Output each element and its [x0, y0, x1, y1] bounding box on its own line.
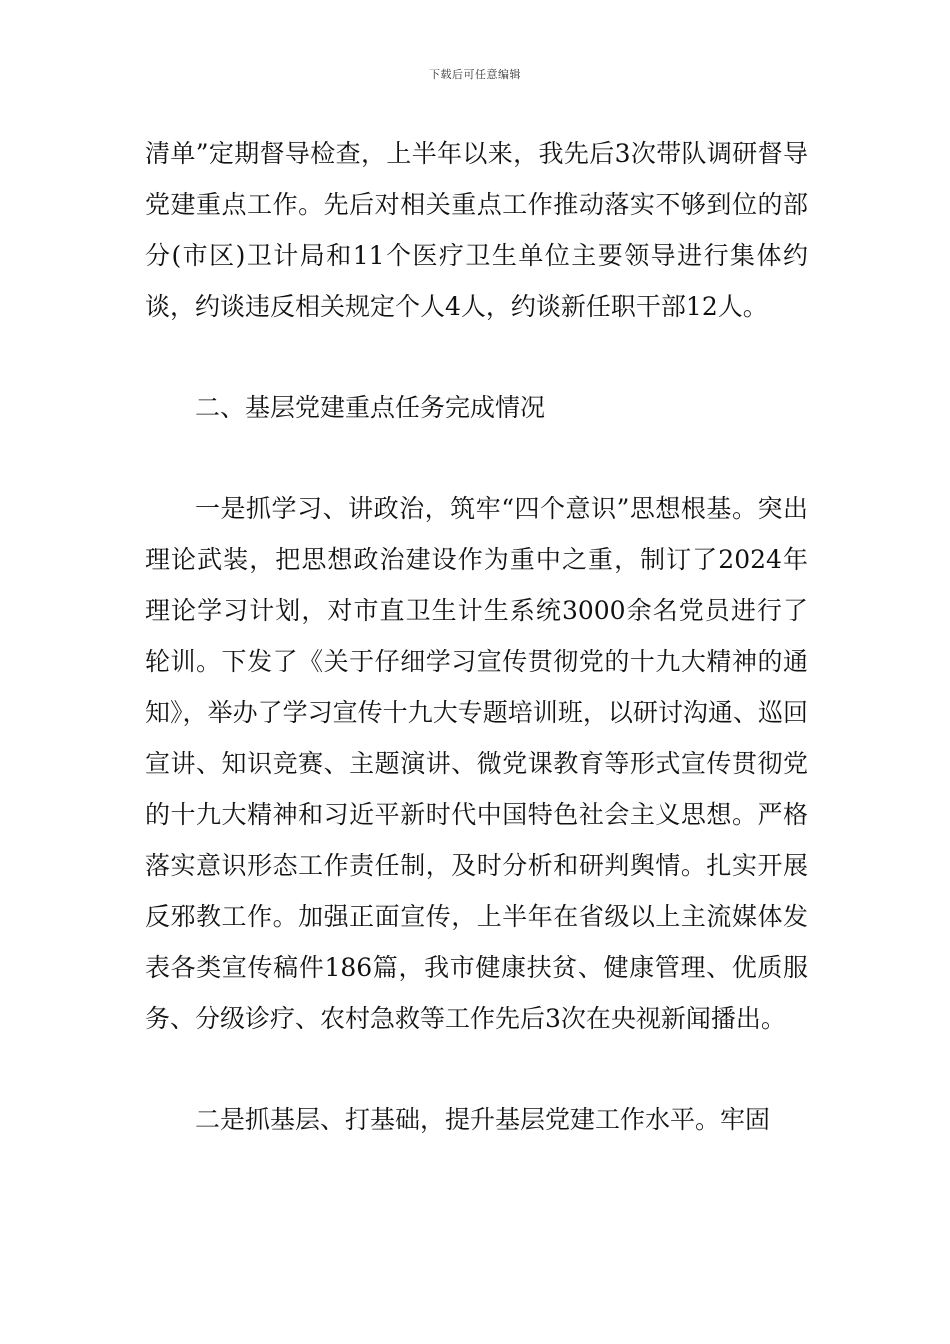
paragraph-study-politics: 一是抓学习、讲政治，筑牢“四个意识”思想根基。突出理论武装，把思想政治建设作为重中之重，制订了2024年理论学习计划，对市直卫生计生系统3000余名党员进行了轮训。下发了《关于仔细学习宣传贯彻党的十九大精神的通知》，举办了学习宣传十九大专题培训班，以研讨沟通、巡回宣讲、知识竞赛、主题演讲、微党课教育等形式宣传贯彻党的十九大精神和习近平新时代中国特色社会主义思想。严格落实意识形态工作责任制，及时分析和研判舆情。扎实开展反邪教工作。加强正面宣传，上半年在省级以上主流媒体发表各类宣传稿件186篇，我市健康扶贫、健康管理、优质服务、分级诊疗、农村急救等工作先后3次在央视新闻播出。	[145, 494, 808, 1033]
page-header-note: 下载后可任意编辑	[429, 68, 521, 81]
section-heading: 二、基层党建重点任务完成情况	[195, 393, 546, 422]
paragraph-continued: 清单”定期督导检查，上半年以来，我先后3次带队调研督导党建重点工作。先后对相关重点工作推动落实不够到位的部分(市区)卫计局和11个医疗卫生单位主要领导进行集体约谈，约谈违反相关规定个人4人，约谈新任职干部12人。	[145, 139, 808, 321]
document-body	[145, 128, 808, 1145]
paragraph-grassroots: 二是抓基层、打基础，提升基层党建工作水平。牢固	[195, 1105, 771, 1134]
